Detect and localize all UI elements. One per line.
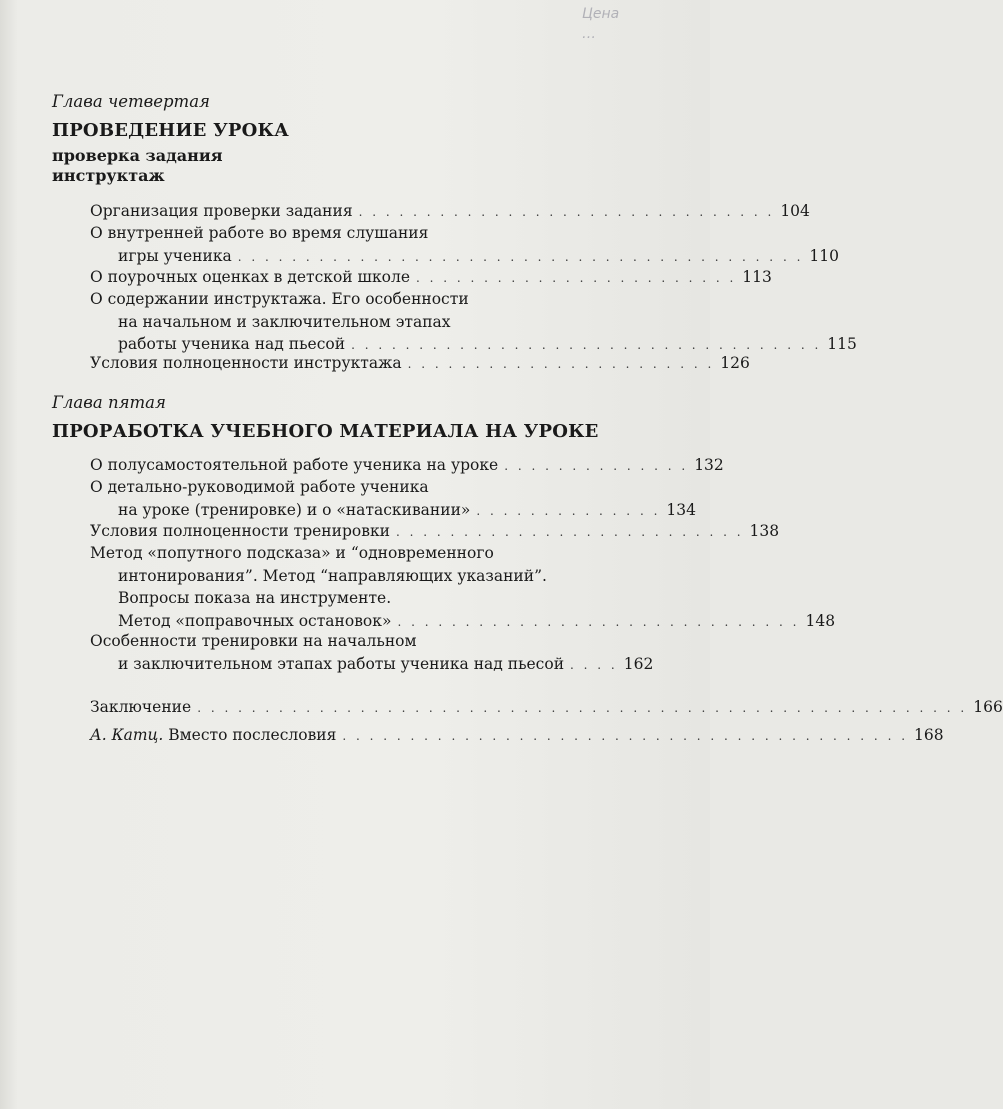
toc-entry bbox=[90, 520, 780, 543]
leader-dots: . . . . bbox=[570, 657, 618, 672]
entry-text: О поурочных оценках в детской школе bbox=[90, 268, 411, 286]
toc-entry bbox=[90, 288, 857, 356]
toc-entry bbox=[90, 542, 836, 632]
chapter-4-subtitle-2: инструктаж bbox=[52, 166, 165, 185]
leader-dots: . . . . . . . . . . . . . . . . . . . . . . . . . . . . . . . bbox=[358, 205, 775, 219]
author-name: А. Катц. bbox=[90, 726, 164, 744]
entry-text: Условия полноценности тренировки bbox=[90, 522, 390, 540]
toc-entry bbox=[90, 352, 750, 375]
entry-text: интонирования”. Метод “направляющих указаний”. bbox=[118, 566, 547, 585]
page-number: 148 bbox=[805, 611, 836, 630]
page-number: 134 bbox=[666, 500, 696, 519]
toc-entry bbox=[90, 266, 772, 289]
entry-text: Метод «поправочных остановок» bbox=[118, 611, 392, 630]
entry-text: Организация проверки задания bbox=[90, 202, 353, 220]
entry-text: О полусамостоятельной работе ученика на уроке bbox=[90, 456, 499, 474]
entry-text: игры ученика bbox=[118, 246, 232, 265]
toc-entry bbox=[90, 476, 696, 521]
page-number: 110 bbox=[809, 246, 839, 265]
entry-text: на уроке (тренировке) и о «натаскивании» bbox=[118, 500, 471, 519]
chapter-4-subtitle-1: проверка задания bbox=[52, 146, 223, 165]
entry-text: на начальном и заключительном этапах bbox=[118, 312, 451, 331]
entry-text: Особенности тренировки на начальном bbox=[90, 632, 417, 650]
leader-dots: . . . . . . . . . . . . . . bbox=[476, 503, 661, 518]
page-number: 162 bbox=[623, 654, 654, 673]
page-number: 132 bbox=[694, 456, 724, 474]
page-number: 113 bbox=[742, 268, 772, 286]
leader-dots: . . . . . . . . . . . . . . . . . . . . . . . . . . . . . . . . . . . . . . . . . . bbox=[342, 729, 909, 743]
toc-entry bbox=[90, 200, 810, 223]
page-number: 115 bbox=[827, 335, 857, 353]
chapter-5-title: ПРОРАБОТКА УЧЕБНОГО МАТЕРИАЛА НА УРОКЕ bbox=[52, 421, 599, 442]
leader-dots: . . . . . . . . . . . . . . . . . . . . . . . . . . . . . . . . . . . bbox=[351, 338, 822, 352]
page-number: 126 bbox=[720, 354, 750, 372]
entry-text: Вопросы показа на инструменте. bbox=[118, 589, 392, 607]
page-number: 104 bbox=[780, 202, 810, 220]
entry-text: Заключение bbox=[90, 698, 192, 716]
chapter-4-title: ПРОВЕДЕНИЕ УРОКА bbox=[52, 120, 289, 141]
leader-dots: . . . . . . . . . . . . . . . . . . . . . . . . . . . . . . . . . . . . . . . . . . . . . . . . . . . . . . . . . bbox=[197, 701, 968, 715]
entry-text: работы ученика над пьесой bbox=[118, 335, 346, 353]
page-number: 166 bbox=[973, 698, 1003, 716]
chapter-5-label: Глава пятая bbox=[52, 393, 166, 412]
leader-dots: . . . . . . . . . . . . . . . . . . . . . . . . . . . . . . bbox=[397, 614, 800, 629]
page-number: 138 bbox=[749, 522, 780, 540]
entry-text: Условия полноценности инструктажа bbox=[90, 354, 402, 372]
entry-text: Вместо послесловия bbox=[163, 726, 337, 744]
leader-dots: . . . . . . . . . . . . . . . . . . . . . . . . . . bbox=[395, 525, 744, 539]
stamp-line-2: … bbox=[582, 26, 596, 42]
entry-text: Метод «попутного подсказа» и “одновременного bbox=[90, 544, 494, 562]
chapter-4-label: Глава четвертая bbox=[52, 92, 210, 111]
leader-dots: . . . . . . . . . . . . . . bbox=[504, 459, 689, 473]
leader-dots: . . . . . . . . . . . . . . . . . . . . . . . . . . . . . . . . . . . . . . . . . . bbox=[237, 249, 804, 264]
page-number: 168 bbox=[914, 726, 944, 744]
toc-entry bbox=[90, 454, 724, 477]
price-stamp bbox=[582, 4, 702, 52]
entry-text: О детально-руководимой работе ученика bbox=[90, 478, 429, 496]
leader-dots: . . . . . . . . . . . . . . . . . . . . . . . bbox=[407, 357, 715, 371]
entry-text: О содержании инструктажа. Его особенности bbox=[90, 290, 469, 308]
toc-entry bbox=[90, 222, 839, 267]
entry-text: О внутренней работе во время слушания bbox=[90, 224, 429, 242]
toc-entry bbox=[90, 630, 654, 675]
leader-dots: . . . . . . . . . . . . . . . . . . . . . . . . bbox=[416, 271, 737, 285]
toc-entry-conclusion bbox=[90, 696, 1003, 719]
entry-text: и заключительном этапах работы ученика над пьесой bbox=[118, 654, 565, 673]
stamp-line-1: Цена bbox=[582, 6, 620, 22]
toc-entry-afterword bbox=[90, 724, 944, 747]
